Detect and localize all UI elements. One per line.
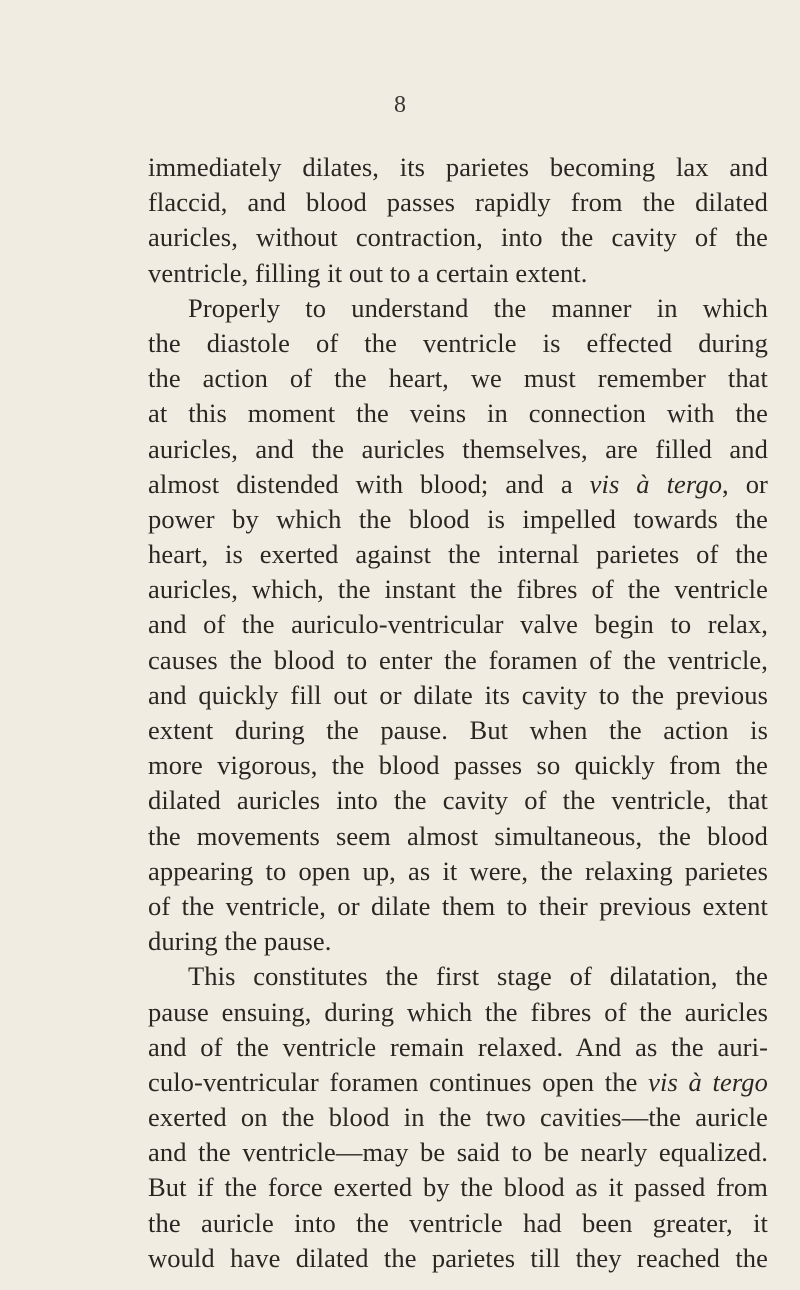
text-line: auricles, which, the instant the fibres of the ventricle: [148, 574, 768, 605]
text-line: the auricle into the ventricle had been greater, it: [148, 1207, 768, 1238]
text-line: and of the ventricle remain relaxed. And as the auri-: [148, 1031, 768, 1062]
text-line: This constitutes the first stage of dilatation, the: [188, 961, 768, 992]
body-text: [148, 150, 768, 1276]
text-line: more vigorous, the blood passes so quickly from the: [148, 750, 768, 781]
text-line: during the pause.: [148, 926, 332, 957]
text-line: and quickly fill out or dilate its cavity to the previous: [148, 679, 768, 710]
text-line: almost distended with blood; and a vis à tergo, or: [148, 468, 768, 499]
text-line: exerted on the blood in the two cavities—the auricle: [148, 1102, 768, 1133]
text-line: power by which the blood is impelled towards the: [148, 503, 768, 534]
text-line: auricles, without contraction, into the cavity of the: [148, 222, 768, 253]
text-line: would have dilated the parietes till they reached the: [148, 1242, 768, 1273]
text-line: immediately dilates, its parietes becoming lax and: [148, 152, 768, 182]
text-line: and of the auriculo-ventricular valve begin to relax,: [148, 609, 768, 640]
text-line: But if the force exerted by the blood as it passed from: [148, 1172, 768, 1203]
text-line: appearing to open up, as it were, the relaxing parietes: [148, 855, 768, 886]
text-line: pause ensuing, during which the fibres of the auricles: [148, 996, 768, 1027]
text-line: Properly to understand the manner in which: [188, 292, 768, 323]
text-line: causes the blood to enter the foramen of the ventricle,: [148, 644, 768, 675]
text-line: the movements seem almost simultaneous, the blood: [148, 820, 768, 851]
text-line: flaccid, and blood passes rapidly from the dilated: [148, 187, 768, 218]
latin-phrase: vis à tergo: [589, 468, 723, 499]
text-line: dilated auricles into the cavity of the ventricle, that: [148, 785, 768, 816]
text-line: heart, is exerted against the internal parietes of the: [148, 539, 768, 570]
text-line: ventricle, filling it out to a certain extent.: [148, 257, 588, 288]
text-line: at this moment the veins in connection with the: [148, 398, 768, 429]
latin-phrase: vis à tergo: [648, 1066, 768, 1097]
text-line: the action of the heart, we must remember that: [148, 363, 768, 394]
text-line: and the ventricle—may be said to be nearly equalized.: [148, 1137, 768, 1168]
text-line: auricles, and the auricles themselves, are filled and: [148, 433, 768, 464]
text-line: the diastole of the ventricle is effected during: [148, 327, 768, 358]
page-number: 8: [394, 92, 406, 118]
text-line: culo-ventricular foramen continues open the vis à tergo: [148, 1066, 768, 1097]
text-line: of the ventricle, or dilate them to their previous extent: [148, 890, 768, 921]
text-line: extent during the pause. But when the action is: [148, 715, 768, 745]
